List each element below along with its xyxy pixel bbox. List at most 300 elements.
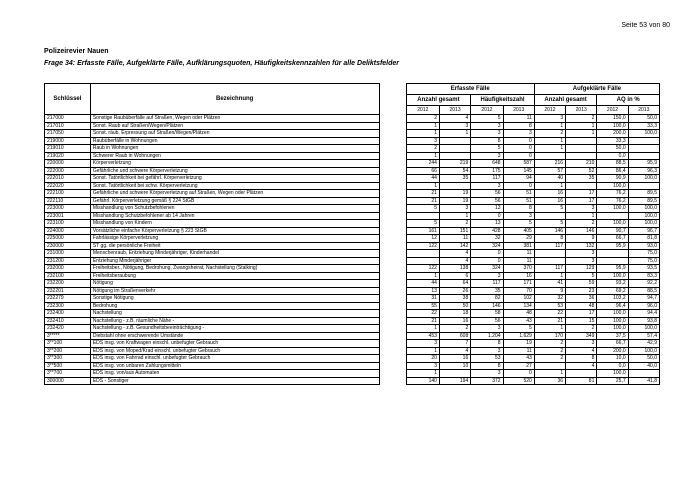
table-row <box>45 152 660 160</box>
row-name: Bedrohung <box>90 302 379 310</box>
row-value: 100,0 <box>628 220 659 228</box>
row-value: 19 <box>439 190 470 198</box>
row-value: 57 <box>534 167 565 175</box>
year-header: 2012 <box>534 106 565 115</box>
row-value: 93,2 <box>597 280 628 288</box>
row-value: 64 <box>439 280 470 288</box>
row-key: 219000 <box>45 137 91 145</box>
row-value: 50,0 <box>597 145 628 153</box>
table-row <box>45 190 660 198</box>
row-value: 21 <box>534 317 565 325</box>
spacer-cell <box>379 182 406 190</box>
table-row <box>45 115 660 123</box>
row-value: 54 <box>439 167 470 175</box>
row-value <box>628 182 659 190</box>
row-name: Schwerer Raub in Wohnungen <box>90 152 379 160</box>
row-value: 100,0 <box>597 370 628 378</box>
row-key: 223100 <box>45 220 91 228</box>
row-key: 231000 <box>45 250 91 258</box>
spacer-cell <box>379 242 406 250</box>
row-value: 1 <box>534 272 565 280</box>
spacer-cell <box>379 145 406 153</box>
header-erfasst: Erfasste Fälle <box>406 84 534 95</box>
row-value: 3 <box>471 182 503 190</box>
spacer-cell <box>379 137 406 145</box>
row-value <box>597 212 628 220</box>
row-value <box>566 152 597 160</box>
row-value: 96,7 <box>628 227 659 235</box>
row-value: 8 <box>534 235 565 243</box>
table-row <box>45 347 660 355</box>
row-value: 132 <box>566 242 597 250</box>
spacer-cell <box>379 175 406 183</box>
row-key: 230000 <box>45 242 91 250</box>
row-value: 41,8 <box>628 377 659 385</box>
row-value: 100,0 <box>628 325 659 333</box>
spacer-cell <box>379 160 406 168</box>
row-value: 138 <box>439 265 470 273</box>
row-value: 96,3 <box>628 167 659 175</box>
row-value <box>439 152 470 160</box>
table-row <box>45 160 660 168</box>
row-value: 17 <box>566 310 597 318</box>
row-key: 232400 <box>45 310 91 318</box>
table-row <box>45 122 660 130</box>
row-value: 2 <box>534 340 565 348</box>
row-value: 50,0 <box>628 355 659 363</box>
row-name: Nachstellung - z.B. räumliche Nähe - <box>90 317 379 325</box>
row-value: 117 <box>534 265 565 273</box>
row-value: 100,0 <box>628 205 659 213</box>
row-value: 0,0 <box>597 152 628 160</box>
row-value: 0 <box>503 152 534 160</box>
row-value: 38 <box>439 295 470 303</box>
row-key: 224000 <box>45 227 91 235</box>
row-value: 4 <box>439 347 470 355</box>
row-key: 223000 <box>45 205 91 213</box>
row-value: 50,0 <box>628 115 659 123</box>
spacer-cell <box>379 325 406 333</box>
row-value: 11 <box>503 347 534 355</box>
row-key: 222000 <box>45 167 91 175</box>
row-key: 3**300 <box>45 355 91 363</box>
spacer-cell <box>379 370 406 378</box>
row-value: 53 <box>471 355 503 363</box>
row-value: 2 <box>534 347 565 355</box>
row-value: 32 <box>534 295 565 303</box>
row-value: 19 <box>439 197 470 205</box>
row-value: 57,4 <box>628 332 659 340</box>
table-row <box>45 130 660 138</box>
spacer-cell <box>379 332 406 340</box>
row-value: 3 <box>566 205 597 213</box>
row-name: EDS insg. von/aus Automaten <box>90 370 379 378</box>
row-value <box>439 182 470 190</box>
row-value: 1 <box>566 122 597 130</box>
spacer-cell <box>379 235 406 243</box>
row-value: 89,5 <box>628 197 659 205</box>
row-value: 4 <box>439 250 470 258</box>
row-value: 151 <box>439 227 470 235</box>
row-value: 5 <box>503 325 534 333</box>
row-value: 150,0 <box>597 115 628 123</box>
row-value: 1 <box>534 122 565 130</box>
row-value: 22 <box>534 310 565 318</box>
row-value: 648 <box>471 160 503 168</box>
row-value: 3 <box>439 205 470 213</box>
row-value: 4 <box>439 115 470 123</box>
table-row <box>45 295 660 303</box>
row-name: Entziehung Minderjähriger <box>90 257 379 265</box>
row-value: 5 <box>503 220 534 228</box>
row-name: Nachstellung - z.B. Gesundheitsbeeinträchtigung - <box>90 325 379 333</box>
row-value: 3 <box>503 130 534 138</box>
row-value: 4 <box>566 362 597 370</box>
row-name: Vorsätzliche einfache Körperverletzung § 223 StGB <box>90 227 379 235</box>
row-value: 13 <box>406 287 439 295</box>
row-value: 1 <box>406 122 439 130</box>
statistics-table <box>44 83 660 385</box>
row-name: Misshandlung von Kindern <box>90 220 379 228</box>
row-value: 25,7 <box>597 377 628 385</box>
spacer-cell <box>379 280 406 288</box>
row-name: Fahrlässige Körperverletzung <box>90 235 379 243</box>
row-value: 2 <box>406 145 439 153</box>
table-row <box>45 257 660 265</box>
row-key: 232201 <box>45 287 91 295</box>
row-value: 3 <box>471 152 503 160</box>
spacer-cell <box>379 130 406 138</box>
row-value: 26 <box>439 287 470 295</box>
row-value: 16 <box>439 355 470 363</box>
spacer-cell <box>379 250 406 258</box>
spacer-cell <box>379 272 406 280</box>
row-value: 16 <box>534 190 565 198</box>
spacer-cell <box>379 197 406 205</box>
row-name: EDS insg. von Fahrrad einschl. unbefugter Gebrauch <box>90 355 379 363</box>
page-number: Seite 53 von 80 <box>621 22 670 29</box>
row-value: 19 <box>503 340 534 348</box>
table-row <box>45 205 660 213</box>
spacer-cell <box>379 115 406 123</box>
row-value: 0 <box>503 137 534 145</box>
row-value: 100,0 <box>628 130 659 138</box>
row-value: 40,0 <box>628 362 659 370</box>
row-value: 8 <box>471 340 503 348</box>
row-value: 161 <box>406 227 439 235</box>
row-key: 217000 <box>45 115 91 123</box>
row-value: 100,0 <box>628 347 659 355</box>
row-value: 370 <box>503 265 534 273</box>
row-key: 222020 <box>45 182 91 190</box>
row-name: Sonst. Tatörtlichkeit bei gefährl. Körperverletzung <box>90 175 379 183</box>
row-value: 17 <box>566 197 597 205</box>
row-value: 219 <box>439 160 470 168</box>
table-row <box>45 145 660 153</box>
row-value: 5 <box>406 205 439 213</box>
row-value: 16 <box>439 317 470 325</box>
row-value: 35 <box>439 175 470 183</box>
row-value: 3 <box>471 347 503 355</box>
row-value: 95,9 <box>597 242 628 250</box>
row-value: 31 <box>406 295 439 303</box>
row-value: 8 <box>503 205 534 213</box>
row-key: 219020 <box>45 152 91 160</box>
row-key: 232420 <box>45 325 91 333</box>
spacer-cell <box>379 122 406 130</box>
row-value: 1.204 <box>471 332 503 340</box>
row-value: 100,0 <box>597 220 628 228</box>
row-value: 1 <box>534 325 565 333</box>
row-value: 0 <box>471 250 503 258</box>
row-value: 89,5 <box>628 190 659 198</box>
row-name: Gefährliche und schwere Körperverletzung <box>90 167 379 175</box>
row-key: 232279 <box>45 295 91 303</box>
row-value: 93,5 <box>628 265 659 273</box>
row-value <box>566 137 597 145</box>
row-value: 96,4 <box>597 302 628 310</box>
year-header: 2013 <box>503 106 534 115</box>
row-name: Nachstellung <box>90 310 379 318</box>
row-value: 349 <box>566 332 597 340</box>
row-value: 2 <box>566 220 597 228</box>
table-row <box>45 197 660 205</box>
row-value: 3 <box>406 362 439 370</box>
row-value: 40 <box>534 175 565 183</box>
row-value: 100,0 <box>628 212 659 220</box>
row-value: 20 <box>406 355 439 363</box>
row-value: 0 <box>471 212 503 220</box>
row-value: 100,0 <box>597 325 628 333</box>
row-value: 1 <box>534 370 565 378</box>
spacer-cell <box>379 302 406 310</box>
spacer-cell <box>379 212 406 220</box>
row-value: 8 <box>471 137 503 145</box>
year-header: 2013 <box>439 106 470 115</box>
row-value: 36 <box>534 377 565 385</box>
row-key: 222110 <box>45 197 91 205</box>
row-value: 134 <box>503 302 534 310</box>
row-value: 58 <box>471 310 503 318</box>
header-key: Schlüssel <box>45 84 91 115</box>
row-name: Gefährl. Körperverletzung gemäß § 224 StGB <box>90 197 379 205</box>
row-value: 4 <box>439 257 470 265</box>
row-value: 122 <box>406 242 439 250</box>
row-key: 222010 <box>45 175 91 183</box>
spacer-cell <box>379 227 406 235</box>
row-value: 100,0 <box>597 182 628 190</box>
table-row <box>45 182 660 190</box>
row-value: 5 <box>534 220 565 228</box>
row-value: 88,5 <box>597 160 628 168</box>
row-value: 2 <box>534 130 565 138</box>
row-value: 117 <box>471 175 503 183</box>
row-value: 9 <box>566 235 597 243</box>
row-value: 117 <box>534 242 565 250</box>
table-row <box>45 220 660 228</box>
row-value: 372 <box>471 377 503 385</box>
row-value <box>534 362 565 370</box>
table-row <box>45 287 660 295</box>
row-name: Nötigung im Straßenverkehr <box>90 287 379 295</box>
row-key: 3**200 <box>45 347 91 355</box>
row-value: 8 <box>471 362 503 370</box>
table-row <box>45 175 660 183</box>
row-value: 93,0 <box>628 242 659 250</box>
row-value <box>534 257 565 265</box>
row-value: 146 <box>566 227 597 235</box>
row-value: 5 <box>471 115 503 123</box>
row-value: 171 <box>503 280 534 288</box>
row-value: 1 <box>566 130 597 138</box>
row-value: 3 <box>439 122 470 130</box>
row-value: 51 <box>503 190 534 198</box>
row-value: 5 <box>406 220 439 228</box>
row-value: 102 <box>503 295 534 303</box>
row-value <box>566 182 597 190</box>
row-value: 142 <box>439 242 470 250</box>
row-value: 18 <box>439 310 470 318</box>
row-key: 222100 <box>45 190 91 198</box>
row-value: 36 <box>566 295 597 303</box>
row-value: 1 <box>406 325 439 333</box>
row-value: 1 <box>406 272 439 280</box>
row-value: 200,0 <box>597 347 628 355</box>
row-value: 2 <box>566 325 597 333</box>
row-value: 23 <box>566 287 597 295</box>
row-key: 232200 <box>45 280 91 288</box>
row-name: Sonstige Raubüberfälle auf Straßen, Wegen oder Plätzen <box>90 115 379 123</box>
row-value: 33,3 <box>597 137 628 145</box>
table-row <box>45 355 660 363</box>
year-header: 2012 <box>597 106 628 115</box>
row-name: Sonst. räub. Erpressung auf Straßen/Wegen/Plätzen <box>90 130 379 138</box>
row-value: 1 <box>534 182 565 190</box>
row-value <box>534 212 565 220</box>
row-name: Sonst. Raub auf Straßen/Wegen/Plätzen <box>90 122 379 130</box>
row-value: 59 <box>566 280 597 288</box>
row-value <box>628 145 659 153</box>
row-key: 225000 <box>45 235 91 243</box>
row-value: 3 <box>566 250 597 258</box>
row-value: 75,0 <box>628 257 659 265</box>
row-value: 3 <box>471 272 503 280</box>
spacer-cell <box>379 340 406 348</box>
row-value: 21 <box>406 317 439 325</box>
row-value: 381 <box>503 242 534 250</box>
row-key: 232410 <box>45 317 91 325</box>
row-value: 2 <box>566 115 597 123</box>
row-value: 3 <box>471 130 503 138</box>
row-value: 50 <box>439 302 470 310</box>
spacer-cell <box>379 167 406 175</box>
row-value <box>439 145 470 153</box>
row-value: 90,9 <box>597 175 628 183</box>
row-value: 405 <box>503 227 534 235</box>
table-row <box>45 377 660 385</box>
row-value: 1 <box>439 212 470 220</box>
row-value: 53 <box>534 302 565 310</box>
row-key: 223001 <box>45 212 91 220</box>
row-value: 13 <box>471 220 503 228</box>
row-value: 22 <box>406 310 439 318</box>
year-header: 2013 <box>566 106 597 115</box>
year-header: 2012 <box>406 106 439 115</box>
row-value: 3 <box>566 257 597 265</box>
table-row <box>45 362 660 370</box>
row-value: 608 <box>439 332 470 340</box>
row-name: Raub in Wohnungen <box>90 145 379 153</box>
row-value: 1 <box>439 130 470 138</box>
row-value: 82 <box>471 295 503 303</box>
table-row <box>45 310 660 318</box>
row-value: 56 <box>471 197 503 205</box>
row-value: 170 <box>534 332 565 340</box>
row-value: 32 <box>471 235 503 243</box>
spacer-cell <box>379 265 406 273</box>
row-name: Freiheitsber., Nötigung, Bedrohung, Zwangsheirat, Nachstellung (Stalking) <box>90 265 379 273</box>
row-value: 48 <box>566 302 597 310</box>
row-value: 2 <box>439 325 470 333</box>
row-value <box>628 370 659 378</box>
row-value: 1 <box>406 130 439 138</box>
row-key: 3**100 <box>45 340 91 348</box>
row-value: 100,0 <box>597 205 628 213</box>
row-value: 21 <box>406 190 439 198</box>
row-value: 43 <box>503 317 534 325</box>
row-value: 8 <box>503 122 534 130</box>
row-value: 324 <box>471 265 503 273</box>
table-row <box>45 280 660 288</box>
row-value <box>566 370 597 378</box>
row-key: 232000 <box>45 265 91 273</box>
spacer-cell <box>379 152 406 160</box>
row-value: 9 <box>534 287 565 295</box>
row-value: 11 <box>439 235 470 243</box>
organization-title: Polizeirevier Nauen <box>44 48 109 55</box>
row-value: 21 <box>406 197 439 205</box>
table-row <box>45 227 660 235</box>
table-row <box>45 250 660 258</box>
row-value <box>406 257 439 265</box>
row-name: EDS insg. von Kraftwagen einschl. unbefugter Gebrauch <box>90 340 379 348</box>
row-name: Misshandlung von Schutzbefohlenen <box>90 205 379 213</box>
row-value: 587 <box>503 160 534 168</box>
row-value <box>534 152 565 160</box>
row-value: 11 <box>503 257 534 265</box>
row-value: 3 <box>566 340 597 348</box>
table-row <box>45 340 660 348</box>
row-value: 15 <box>566 317 597 325</box>
header-anzahl-gesamt: Anzahl gesamt <box>406 95 471 106</box>
row-name: Nötigung <box>90 280 379 288</box>
spacer-cell <box>379 310 406 318</box>
row-value: 100,0 <box>597 122 628 130</box>
row-value: 244 <box>406 160 439 168</box>
row-value: 0 <box>503 370 534 378</box>
row-name: EDS insg. von Moped/Krad einschl. unbefugter Gebrauch <box>90 347 379 355</box>
row-value: 44 <box>406 175 439 183</box>
row-value <box>628 152 659 160</box>
row-value: 43 <box>503 355 534 363</box>
row-value: 56 <box>471 317 503 325</box>
table-row <box>45 212 660 220</box>
row-value <box>566 145 597 153</box>
row-value <box>628 137 659 145</box>
row-value: 76,2 <box>597 197 628 205</box>
question-title: Frage 34: Erfasste Fälle, Aufgeklärte Fälle, Aufklärungsquoten, Häufigkeitskennzahlen für alle Deliktsfelder <box>44 60 400 67</box>
spacer-cell <box>379 220 406 228</box>
